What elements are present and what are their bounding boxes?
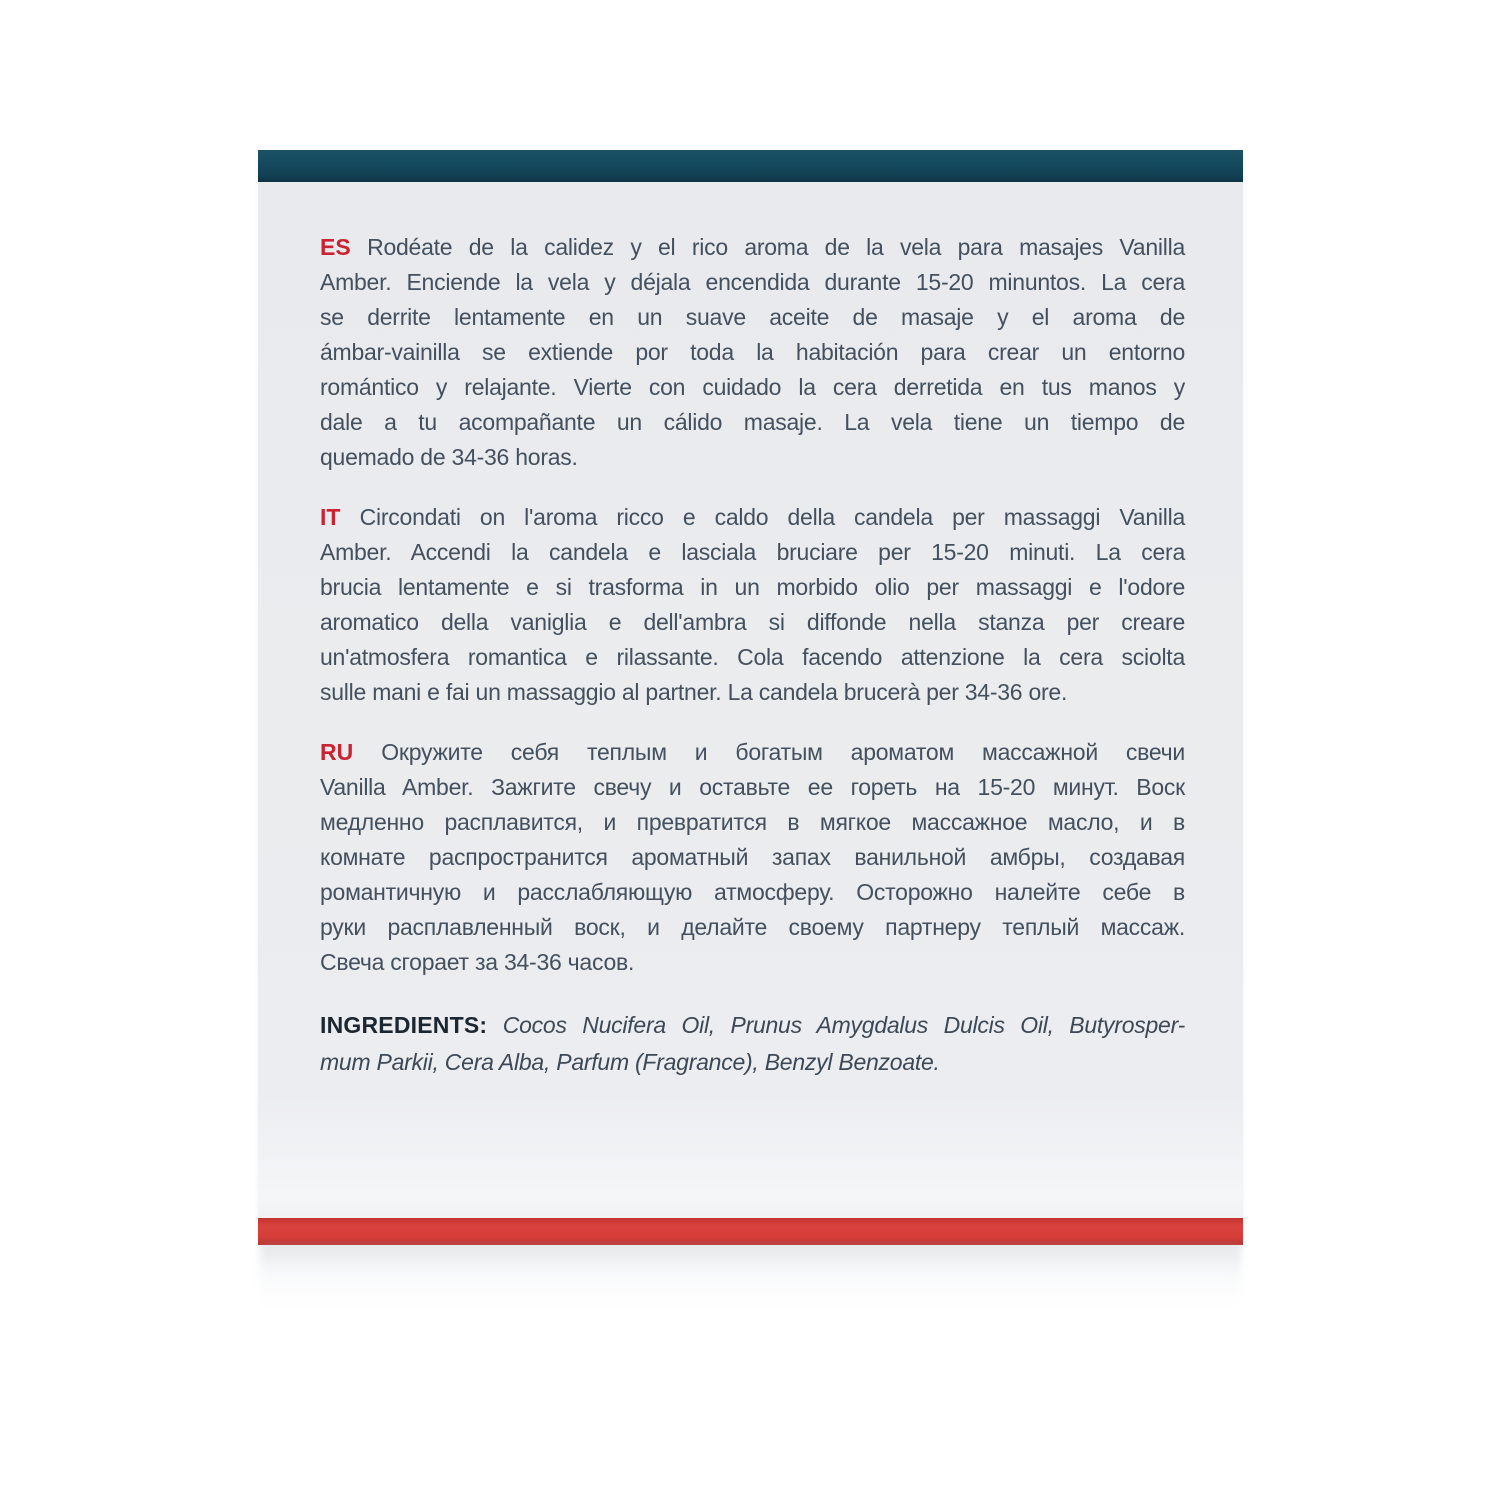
language-tag: IT: [320, 504, 341, 530]
paragraph-es: [320, 230, 1185, 475]
paragraph-line: sulle mani e fai un massaggio al partner. La candela brucerà per 34-36 ore.: [320, 679, 1068, 705]
ingredients-heading: INGREDIENTS:: [320, 1012, 488, 1038]
paragraph-ru: [320, 735, 1185, 980]
paragraph-line: brucia lentamente e si trasforma in un morbido olio per massaggi e l'odore: [320, 574, 1185, 600]
ingredients-text: mum Parkii, Cera Alba, Parfum (Fragrance), Benzyl Benzoate.: [320, 1049, 940, 1075]
red-accent-bar: [258, 1218, 1243, 1245]
language-tag: ES: [320, 234, 351, 260]
product-label-back-panel: [258, 150, 1243, 1245]
paragraph-line: Amber. Accendi la candela e lasciala bruciare per 15-20 minuti. La cera: [320, 539, 1185, 565]
ingredients-text: Cocos Nucifera Oil, Prunus Amygdalus Dulcis Oil, Butyrosper-: [487, 1012, 1185, 1038]
paragraph-line: dale a tu acompañante un cálido masaje. La vela tiene un tiempo de: [320, 409, 1185, 435]
paragraph-line: IT Circondati on l'aroma ricco e caldo della candela per massaggi Vanilla: [320, 504, 1185, 530]
paragraph-line: Свеча сгорает за 34-36 часов.: [320, 949, 635, 975]
ingredients-line: [320, 1007, 1185, 1044]
paragraph-line: романтичную и расслабляющую атмосферу. Осторожно налейте себе в: [320, 879, 1185, 905]
paragraph-line: Amber. Enciende la vela y déjala encendida durante 15-20 minuntos. La cera: [320, 269, 1185, 295]
paragraph-line: un'atmosfera romantica e rilassante. Cola facendo attenzione la cera sciolta: [320, 644, 1185, 670]
teal-accent-bar: [258, 150, 1243, 182]
label-shadow-reflection: [260, 1245, 1241, 1305]
paragraph-line: quemado de 34-36 horas.: [320, 444, 578, 470]
paragraph-line: romántico y relajante. Vierte con cuidado la cera derretida en tus manos y: [320, 374, 1185, 400]
paragraph-line: ámbar-vainilla se extiende por toda la habitación para crear un entorno: [320, 339, 1185, 365]
ingredients-section: [320, 1007, 1185, 1081]
label-body: [258, 182, 1243, 1218]
paragraph-it: [320, 500, 1185, 710]
paragraph-line: медленно расплавится, и превратится в мягкое массажное масло, и в: [320, 809, 1185, 835]
ingredients-line: [320, 1044, 1185, 1081]
paragraph-line: aromatico della vaniglia e dell'ambra si diffonde nella stanza per creare: [320, 609, 1185, 635]
paragraph-line: RU Окружите себя теплым и богатым ароматом массажной свечи: [320, 739, 1185, 765]
paragraph-line: комнате распространится ароматный запах ванильной амбры, создавая: [320, 844, 1185, 870]
paragraph-line: ES Rodéate de la calidez y el rico aroma de la vela para masajes Vanilla: [320, 234, 1185, 260]
paragraph-line: руки расплавленный воск, и делайте своему партнеру теплый массаж.: [320, 914, 1185, 940]
language-tag: RU: [320, 739, 354, 765]
paragraph-line: se derrite lentamente en un suave aceite de masaje y el aroma de: [320, 304, 1185, 330]
paragraph-line: Vanilla Amber. Зажгите свечу и оставьте ее гореть на 15-20 минут. Воск: [320, 774, 1185, 800]
